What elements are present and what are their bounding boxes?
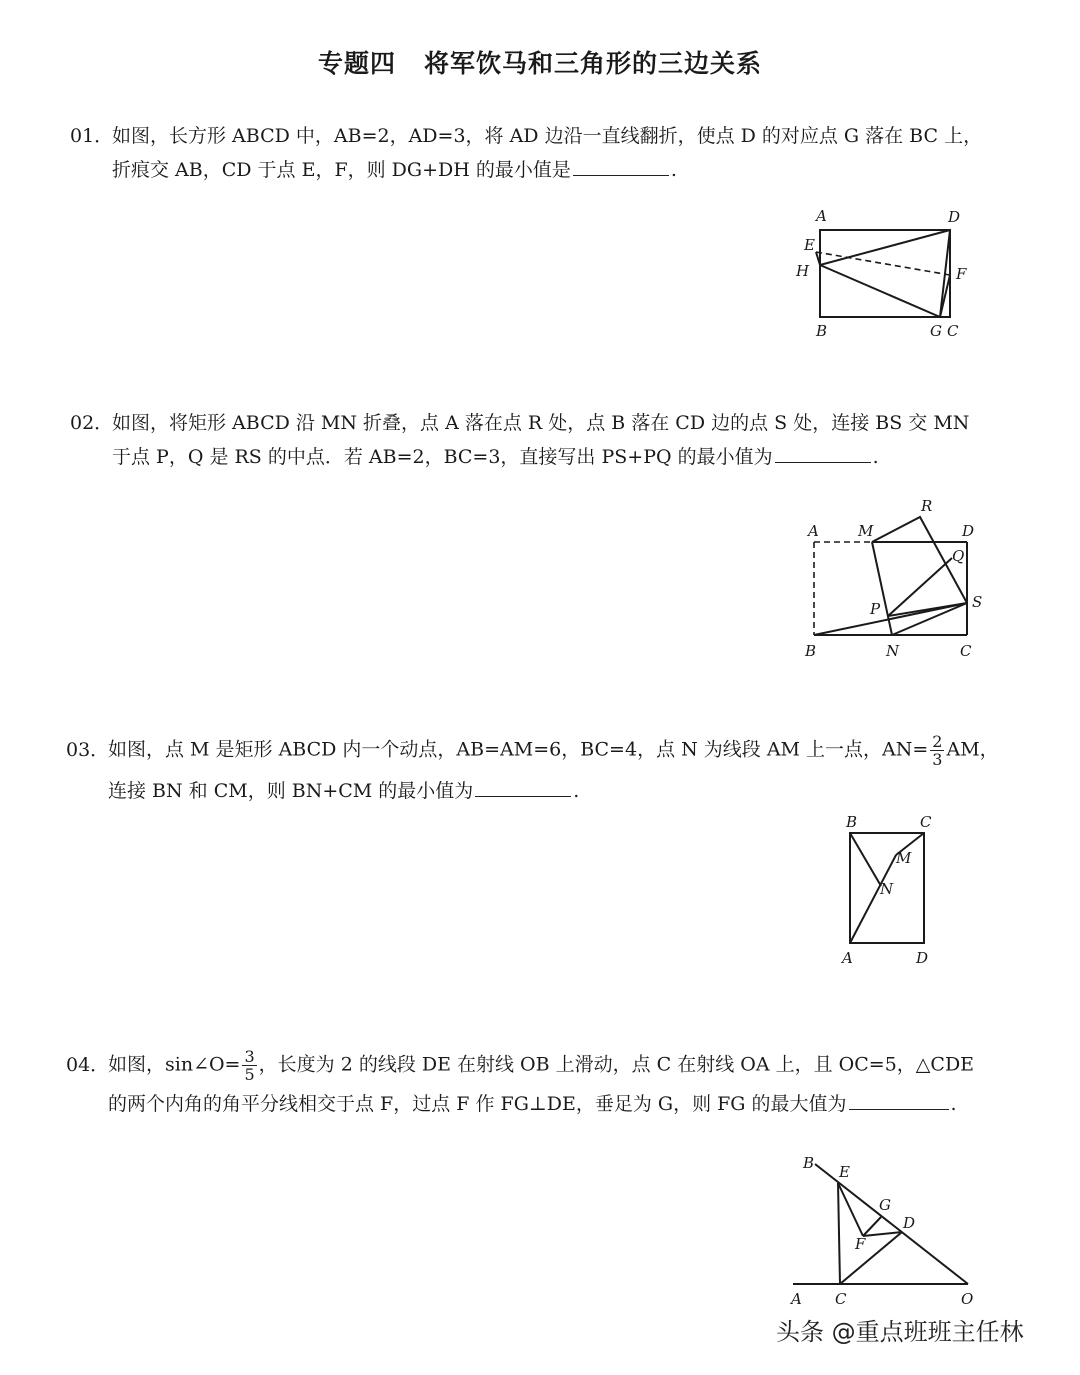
- answer-blank[interactable]: [775, 440, 871, 463]
- question-number: 04．: [66, 1053, 110, 1076]
- segment-ns: [892, 603, 967, 635]
- label-e: E: [804, 236, 815, 254]
- label-n: N: [886, 642, 900, 660]
- page-title: [0, 44, 1080, 80]
- label-d: D: [962, 522, 975, 540]
- question-number: 02．: [70, 412, 114, 434]
- segment-hg: [820, 265, 940, 317]
- segment-am: [850, 855, 896, 943]
- watermark: 头条 @重点班班主任林: [776, 1318, 1024, 1346]
- question-3: 03．如图，点 M 是矩形 ABCD 内一个动点，AB=AM=6，BC=4，点 N 为线段 AM 上一点，AN= $\frac{2}{3}$ AM， 连接 BN 和 CM，则 BN+CM 的最小值为 .: [66, 732, 999, 802]
- label-b: B: [816, 322, 828, 340]
- label-b: B: [805, 642, 817, 660]
- figure-2: [800, 495, 990, 665]
- fraction-two-thirds: $\frac{2}{3}$: [932, 732, 943, 769]
- segment-dh: [820, 230, 950, 265]
- segment-ce: [838, 1183, 840, 1284]
- title-text: 将军饮马和三角形的三边关系: [424, 49, 763, 78]
- question-4: 04．如图，sin∠O= $\frac{3}{5}$ ，长度为 2 的线段 DE 在射线 OB 上滑动，点 C 在射线 OA 上，且 OC=5，△CDE 的两个内角的角平分线相交于点 F，过点 F 作 FG⊥DE，垂足为 G，则 FG 的最大值为 .: [66, 1047, 975, 1115]
- label-a: A: [791, 1290, 802, 1308]
- fraction-three-fifths: $\frac{3}{5}$: [244, 1047, 255, 1084]
- label-f: F: [855, 1235, 866, 1253]
- label-e: E: [839, 1163, 850, 1181]
- figure-1: [790, 205, 980, 345]
- label-c: C: [920, 813, 932, 831]
- segment-fg: [863, 1217, 881, 1236]
- label-c: C: [960, 642, 972, 660]
- label-b: B: [846, 813, 858, 831]
- label-c: C: [947, 322, 959, 340]
- question-2: 02．如图，将矩形 ABCD 沿 MN 折叠，点 A 落在点 R 处，点 B 落在 CD 边的点 S 处，连接 BS 交 MN 于点 P，Q 是 RS 的中点．若 AB=2，BC=3，直接写出 PS+PQ 的最小值为 .: [70, 407, 1030, 474]
- segment-cd: [840, 1232, 902, 1284]
- answer-blank[interactable]: [849, 1087, 949, 1110]
- label-q: Q: [952, 547, 965, 565]
- question-text: 连接 BN 和 CM，则 BN+CM 的最小值为: [108, 780, 474, 802]
- question-text: 如图，将矩形 ABCD 沿 MN 折叠，点 A 落在点 R 处，点 B 落在 CD 边的点 S 处，连接 BS 交 MN: [112, 412, 970, 434]
- answer-blank[interactable]: [475, 774, 571, 797]
- figure-3: [838, 812, 948, 972]
- label-b: B: [803, 1154, 815, 1172]
- segment-bn: [850, 833, 881, 886]
- question-text: 如图，sin∠O=: [108, 1053, 241, 1076]
- question-number: 01．: [70, 125, 114, 147]
- segment-dg: [940, 230, 950, 317]
- label-h: H: [796, 262, 810, 280]
- question-text: 于点 P，Q 是 RS 的中点．若 AB=2，BC=3，直接写出 PS+PQ 的最小值为: [112, 446, 773, 468]
- label-a: A: [808, 522, 819, 540]
- bisector-df: [863, 1232, 902, 1236]
- label-m: M: [858, 522, 874, 540]
- figure-4: [785, 1150, 985, 1315]
- label-p: P: [870, 600, 881, 618]
- question-text: 如图，长方形 ABCD 中，AB=2，AD=3，将 AD 边沿一直线翻折，使点 D 的对应点 G 落在 BC 上，: [112, 125, 983, 147]
- label-m: M: [896, 849, 912, 867]
- label-d: D: [903, 1214, 916, 1232]
- question-1: 01．如图，长方形 ABCD 中，AB=2，AD=3，将 AD 边沿一直线翻折，使点 D 的对应点 G 落在 BC 上， 折痕交 AB，CD 于点 E，F，则 DG+DH 的最小值是 .: [70, 120, 1030, 187]
- label-a: A: [842, 949, 853, 967]
- label-n: N: [880, 880, 894, 898]
- label-d: D: [916, 949, 929, 967]
- label-a: A: [816, 207, 827, 225]
- label-c: C: [835, 1290, 847, 1308]
- label-o: O: [961, 1290, 974, 1308]
- label-s: S: [972, 593, 983, 611]
- question-text: 的两个内角的角平分线相交于点 F，过点 F 作 FG⊥DE，垂足为 G，则 FG 的最大值为: [108, 1093, 847, 1115]
- title-topic: 专题四: [317, 49, 396, 78]
- label-g: G: [879, 1196, 891, 1214]
- label-d: D: [948, 208, 961, 226]
- label-r: R: [921, 497, 933, 515]
- label-g: G: [930, 322, 942, 340]
- question-text: 折痕交 AB，CD 于点 E，F，则 DG+DH 的最小值是: [112, 159, 571, 181]
- question-text: 如图，点 M 是矩形 ABCD 内一个动点，AB=AM=6，BC=4，点 N 为线段 AM 上一点，AN=: [108, 738, 929, 761]
- question-number: 03．: [66, 738, 110, 761]
- label-f: F: [956, 265, 967, 283]
- answer-blank[interactable]: [573, 153, 669, 176]
